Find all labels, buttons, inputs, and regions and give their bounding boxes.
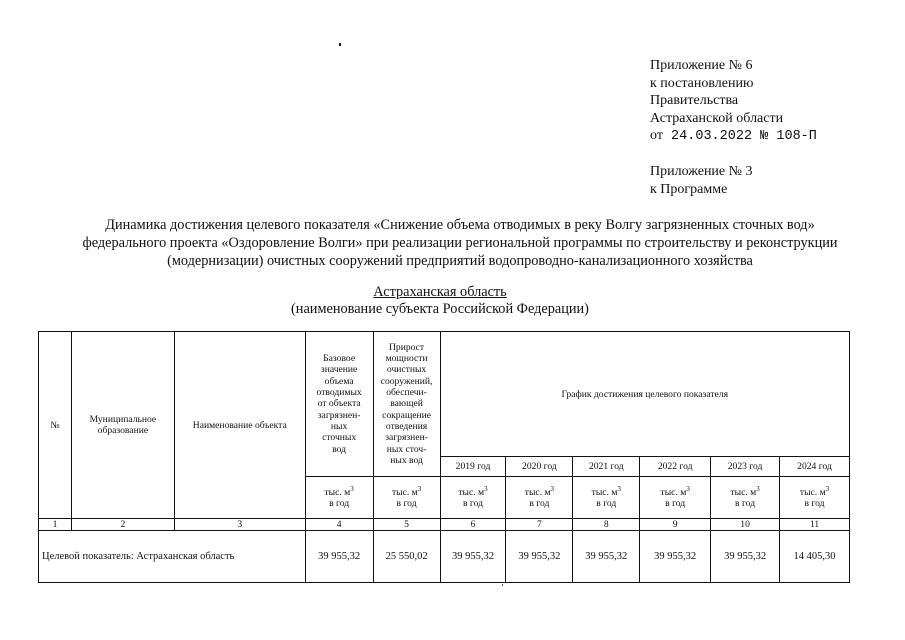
value-cell: 39 955,32 [440, 531, 506, 583]
indicator-table [38, 331, 850, 583]
column-number: 2 [71, 519, 174, 531]
annex-date-line [650, 127, 817, 146]
unit-cell: тыс. $м^3$ в год [373, 477, 440, 519]
unit-cell: тыс. $м^3$ в год [573, 477, 640, 519]
unit-cell: тыс. $м^3$ в год [440, 477, 506, 519]
header-year: 2019 год [440, 457, 506, 477]
column-number: 1 [39, 519, 72, 531]
column-number: 4 [305, 519, 373, 531]
doc-number: № 108-П [760, 129, 817, 144]
unit-cell: тыс. $м^3$ в год [780, 477, 850, 519]
subject-block [40, 284, 840, 318]
unit-cell: тыс. $м^3$ в год [640, 477, 711, 519]
unit-cell: тыс. $м^3$ в год [711, 477, 780, 519]
scan-speck [339, 43, 341, 46]
annex2-line: Приложение № 3 [650, 164, 753, 179]
header-base-value: Базовое значение объема отводимых от объекта загрязнен- ных сточных вод [305, 332, 373, 477]
table-row [39, 531, 850, 583]
header-schedule: График достижения целевого показателя [440, 332, 849, 457]
header-object: Наименование объекта [174, 332, 305, 519]
header-year: 2021 год [573, 457, 640, 477]
subject-caption: (наименование субъекта Российской Федерации) [291, 301, 589, 317]
title-line: (модернизации) очистных сооружений предприятий водопроводно-канализационного хозяйства [167, 253, 753, 269]
column-number: 8 [573, 519, 640, 531]
annex-line: к постановлению [650, 75, 754, 91]
title-line: Динамика достижения целевого показателя «Снижение объема отводимых в реку Волгу загрязненных сточных вод» [105, 217, 815, 233]
subject-region: Астраханская область [373, 284, 507, 300]
column-number: 10 [711, 519, 780, 531]
column-number: 9 [640, 519, 711, 531]
annex-line: Правительства [650, 93, 739, 108]
value-cell: 39 955,32 [573, 531, 640, 583]
header-municipality: Муниципальное образование [71, 332, 174, 519]
value-cell: 39 955,32 [305, 531, 373, 583]
annex-header [650, 57, 817, 146]
annex-line: Астраханской области [650, 110, 784, 126]
header-year: 2024 год [780, 457, 850, 477]
header-year: 2020 год [506, 457, 573, 477]
column-number: 11 [780, 519, 850, 531]
date-value: 24.03.2022 [671, 129, 753, 144]
value-cell: 39 955,32 [506, 531, 573, 583]
unit-cell: тыс. $м^3$ в год [506, 477, 573, 519]
unit-cell: тыс. $м^3$ в год [305, 477, 373, 519]
scan-speck [502, 584, 503, 586]
header-year: 2023 год [711, 457, 780, 477]
header-num: № [39, 332, 72, 519]
column-number: 7 [506, 519, 573, 531]
value-cell: 14 405,30 [780, 531, 850, 583]
value-cell: 39 955,32 [711, 531, 780, 583]
annex-line: Приложение № 6 [650, 58, 753, 73]
value-cell: 25 550,02 [373, 531, 440, 583]
document-title [40, 216, 880, 270]
header-capacity-growth: Прирост мощности очистных сооружений, обеспечи- вающей сокращение отведения загрязнен- ных сточ- ных вод [373, 332, 440, 477]
column-number: 5 [373, 519, 440, 531]
column-number: 6 [440, 519, 506, 531]
title-line: федерального проекта «Оздоровление Волги» при реализации региональной программы по строительству и реконструкции [82, 235, 838, 251]
annex2-line: к Программе [650, 182, 728, 197]
annex2-header [650, 163, 753, 199]
row-label: Целевой показатель: Астраханская область [39, 531, 306, 583]
column-number: 3 [174, 519, 305, 531]
value-cell: 39 955,32 [640, 531, 711, 583]
header-year: 2022 год [640, 457, 711, 477]
date-prefix: от [650, 128, 663, 143]
